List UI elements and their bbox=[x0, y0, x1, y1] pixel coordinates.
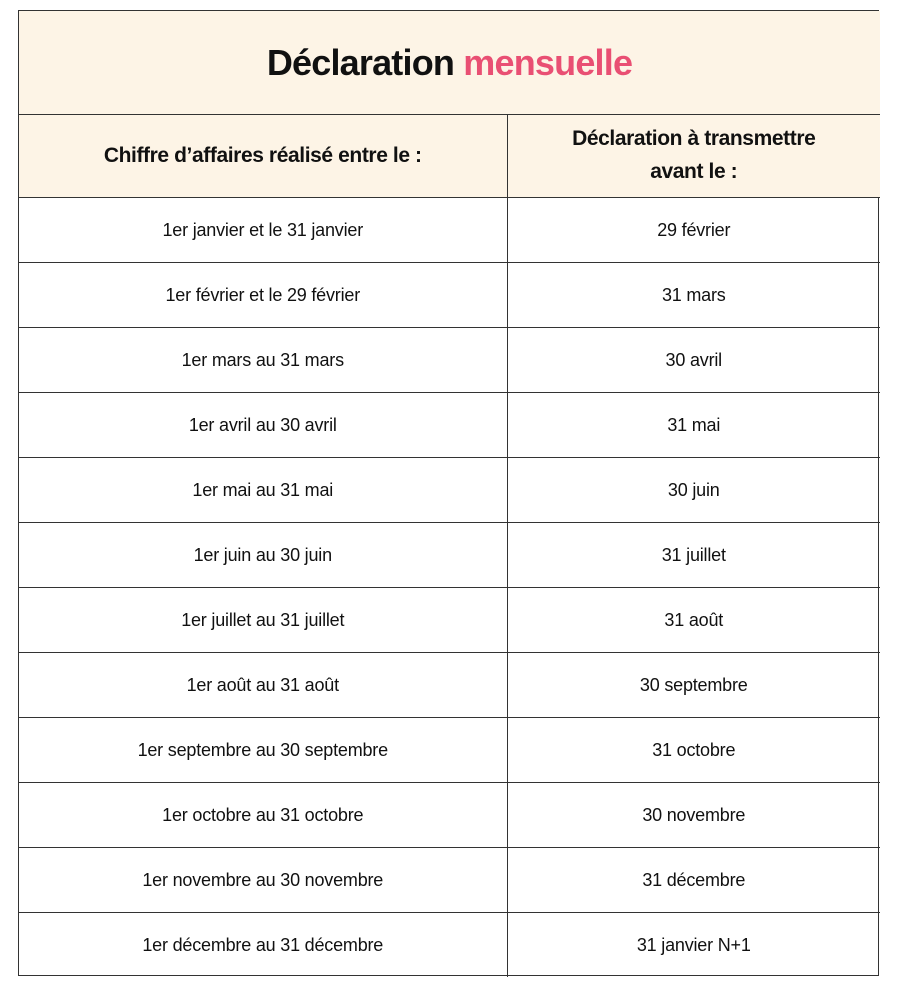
period-cell: 1er août au 31 août bbox=[19, 653, 507, 718]
title-row bbox=[19, 11, 880, 115]
table-row bbox=[19, 523, 880, 588]
period-cell: 1er février et le 29 février bbox=[19, 263, 507, 328]
table-row bbox=[19, 848, 880, 913]
header-row bbox=[19, 115, 880, 198]
deadline-cell: 31 mai bbox=[507, 393, 880, 458]
title-accent: mensuelle bbox=[463, 41, 633, 83]
table-row bbox=[19, 653, 880, 718]
period-cell: 1er septembre au 30 septembre bbox=[19, 718, 507, 783]
table-row bbox=[19, 783, 880, 848]
column-header-deadline-line2: avant le : bbox=[650, 160, 738, 183]
table-row bbox=[19, 458, 880, 523]
period-cell: 1er juillet au 31 juillet bbox=[19, 588, 507, 653]
page-title bbox=[267, 42, 632, 83]
column-header-period: Chiffre d’affaires réalisé entre le : bbox=[19, 115, 507, 198]
period-cell: 1er juin au 30 juin bbox=[19, 523, 507, 588]
deadline-cell: 31 août bbox=[507, 588, 880, 653]
deadline-cell: 30 avril bbox=[507, 328, 880, 393]
table-row bbox=[19, 198, 880, 263]
period-cell: 1er janvier et le 31 janvier bbox=[19, 198, 507, 263]
period-cell: 1er novembre au 30 novembre bbox=[19, 848, 507, 913]
deadline-cell: 31 décembre bbox=[507, 848, 880, 913]
monthly-declaration-table-container bbox=[18, 10, 879, 976]
table-row bbox=[19, 913, 880, 978]
deadline-cell: 31 octobre bbox=[507, 718, 880, 783]
monthly-declaration-table bbox=[19, 11, 880, 977]
deadline-cell: 31 juillet bbox=[507, 523, 880, 588]
table-row bbox=[19, 718, 880, 783]
period-cell: 1er mars au 31 mars bbox=[19, 328, 507, 393]
title-main: Déclaration bbox=[266, 41, 455, 83]
title-cell bbox=[19, 11, 880, 115]
column-header-deadline bbox=[507, 115, 880, 198]
deadline-cell: 30 septembre bbox=[507, 653, 880, 718]
period-cell: 1er octobre au 31 octobre bbox=[19, 783, 507, 848]
deadline-cell: 31 mars bbox=[507, 263, 880, 328]
period-cell: 1er décembre au 31 décembre bbox=[19, 913, 507, 978]
deadline-cell: 31 janvier N+1 bbox=[507, 913, 880, 978]
table-row bbox=[19, 263, 880, 328]
period-cell: 1er avril au 30 avril bbox=[19, 393, 507, 458]
column-header-deadline-line1: Déclaration à transmettre bbox=[572, 127, 816, 151]
period-cell: 1er mai au 31 mai bbox=[19, 458, 507, 523]
table-row bbox=[19, 393, 880, 458]
deadline-cell: 30 juin bbox=[507, 458, 880, 523]
deadline-cell: 30 novembre bbox=[507, 783, 880, 848]
table-row bbox=[19, 588, 880, 653]
deadline-cell: 29 février bbox=[507, 198, 880, 263]
table-row bbox=[19, 328, 880, 393]
